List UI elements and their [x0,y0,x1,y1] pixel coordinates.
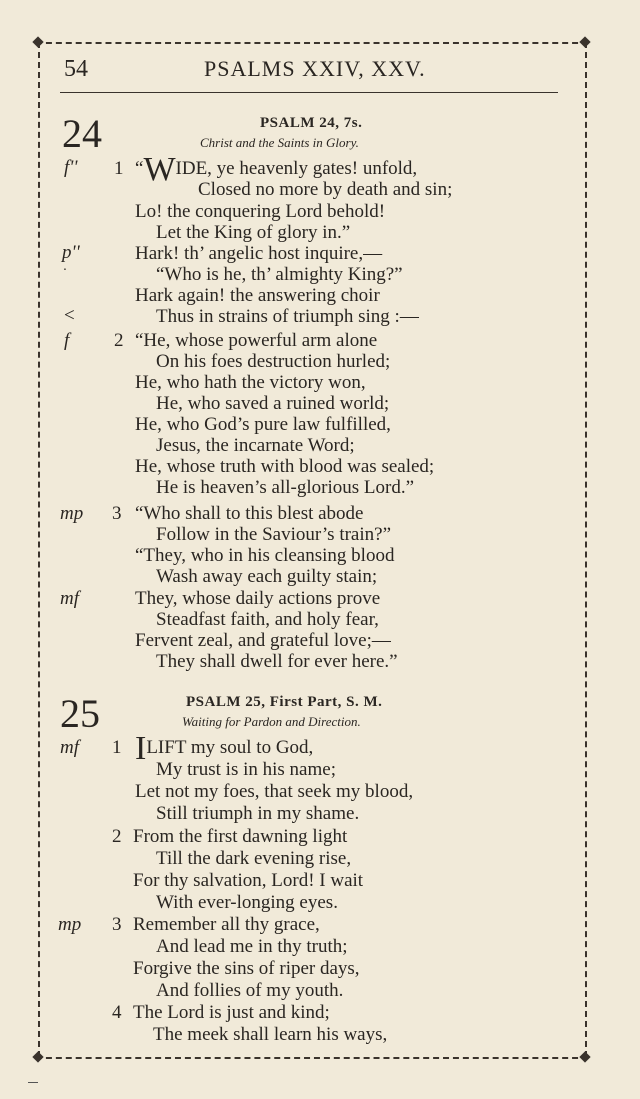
hymn-line: He is heaven’s all-glorious Lord.” [156,477,415,498]
verse-number: 2 [112,826,122,847]
psalm-heading: PSALM 24, 7s. [260,115,363,131]
hymn-line: For thy salvation, Lord! I wait [133,870,364,891]
hymn-line: Till the dark evening rise, [156,848,352,869]
dynamic-mark: f'' [64,157,78,178]
dynamic-mark: f [64,330,70,351]
hymn-line: Hark again! the answering choir [135,285,380,306]
dynamic-mark: mp [60,503,84,524]
hymn-line: My trust is in his name; [156,759,336,780]
hymn-line: Follow in the Saviour’s train?” [156,524,392,545]
hymn-line: Thus in strains of triumph sing :— [156,306,419,327]
hymn-line: He, whose truth with blood was sealed; [135,456,435,477]
frame-corner-ornament [579,1051,590,1062]
crescendo-mark: < [64,305,75,326]
hymn-line: The meek shall learn his ways, [153,1024,388,1045]
hymn-line: They shall dwell for ever here.” [156,651,398,672]
hymn-line: From the first dawning light [133,826,348,847]
hymn-line: He, who God’s pure law fulfilled, [135,414,391,435]
hymn-line: Wash away each guilty stain; [156,566,378,587]
psalm-number: 25 [60,691,100,736]
hymn-line: And lead me in thy truth; [156,936,348,957]
hymn-line: “Who is he, th’ almighty King?” [156,264,403,285]
hymn-line: He, who hath the victory won, [135,372,366,393]
frame-right-border [585,42,587,1057]
hymn-line: Forgive the sins of riper days, [133,958,360,979]
hymn-line: Still triumph in my shame. [156,803,360,824]
verse-number: 3 [112,914,122,935]
page-footer-mark [28,1082,38,1083]
hymn-line-text: IDE, ye heavenly gates! unfold, [175,158,418,179]
hymn-line: They, whose daily actions prove [135,588,381,609]
hymn-line: On his foes destruction hurled; [156,351,391,372]
hymn-line: “He, whose powerful arm alone [135,330,378,351]
drop-cap: W [143,151,176,188]
dynamic-mark: · [63,263,67,278]
hymn-line: Hark! th’ angelic host inquire,— [135,243,383,264]
drop-cap: I [135,730,147,767]
verse-number: 1 [114,158,124,179]
hymn-line: And follies of my youth. [156,980,344,1001]
psalm-number: 24 [62,111,102,156]
hymn-line: He, who saved a ruined world; [156,393,390,414]
hymn-line: The Lord is just and kind; [133,1002,330,1023]
hymn-line: Remember all thy grace, [133,914,320,935]
frame-corner-ornament [32,1051,43,1062]
hymn-line: Let not my foes, that seek my blood, [135,781,414,802]
frame-corner-ornament [32,36,43,47]
hymn-line [135,151,418,188]
hymn-line: Let the King of glory in.” [156,222,351,243]
running-title: PSALMS XXIV, XXV. [204,56,426,81]
hymn-line: Fervent zeal, and grateful love;— [135,630,391,651]
dynamic-mark: mf [60,737,79,758]
hymn-line: Steadfast faith, and holy fear, [156,609,379,630]
verse-number: 1 [112,737,122,758]
hymn-line: “Who shall to this blest abode [135,503,364,524]
frame-top-border [36,42,588,44]
verse-number: 2 [114,330,124,351]
hymn-line: Lo! the conquering Lord behold! [135,201,386,222]
psalm-heading: PSALM 25, First Part, S. M. [186,694,383,710]
frame-bottom-border [36,1057,588,1059]
dynamic-mark: mp [58,914,82,935]
hymn-line: Closed no more by death and sin; [198,179,453,200]
header-rule [60,92,558,93]
hymn-line: With ever-longing eyes. [156,892,338,913]
dynamic-mark: p'' [62,242,80,263]
verse-number: 3 [112,503,122,524]
hymn-line: Jesus, the incarnate Word; [156,435,355,456]
psalm-subtitle: Waiting for Pardon and Direction. [182,714,361,729]
verse-number: 4 [112,1002,122,1023]
dynamic-mark: mf [60,588,79,609]
hymn-line: “They, who in his cleansing blood [135,545,395,566]
hymn-line [135,730,314,767]
frame-left-border [38,42,40,1057]
psalm-subtitle: Christ and the Saints in Glory. [200,135,359,150]
hymn-line-text: LIFT my soul to God, [146,737,314,758]
opening-quote: “ [135,158,144,179]
frame-corner-ornament [579,36,590,47]
page-number: 54 [64,56,88,82]
